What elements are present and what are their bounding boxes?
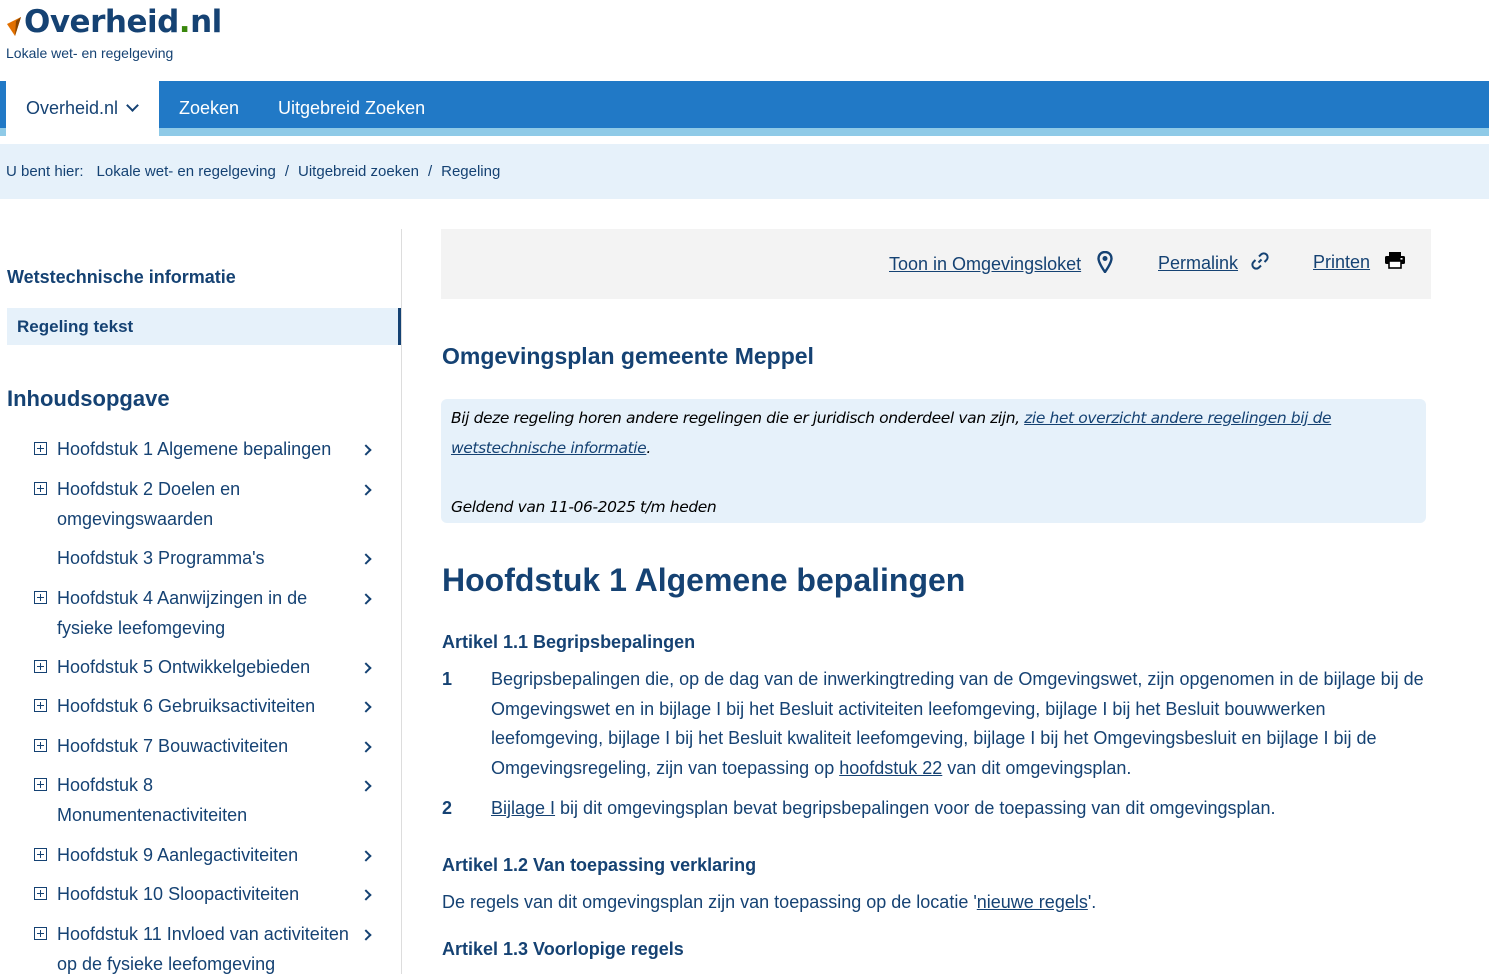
article-1-1-paragraph-1: Begripsbepalingen die, op de dag van de inwerkingtreding van de Omgevingswet, zijn opgenomen in de bijlage bij de Omgevingswet en in bijlage I bij het Besluit activiteiten leefomgeving, bijlage I bij het Besluit bouwwerken leefomgeving, bijlage I bij het Besluit kwaliteit leefomgeving, bijlage I bij het Omgevingsbesluit en bijlage I bij de Omgevingsregeling, zijn van toepassing op hoofdstuk 22 van dit omgevingsplan. <box>491 669 1424 778</box>
toc-item-label[interactable]: Hoofdstuk 10 Sloopactiviteiten <box>57 884 300 904</box>
article-1-2-text: De regels van dit omgevingsplan zijn van toepassing op de locatie 'nieuwe regels'. <box>442 892 1097 912</box>
logo-dot: . <box>178 4 191 40</box>
expand-plus-icon[interactable] <box>34 927 47 940</box>
expand-plus-icon[interactable] <box>34 848 47 861</box>
omgevingsloket-label[interactable]: Toon in Omgevingsloket <box>889 254 1082 274</box>
article-1-3-title: Artikel 1.3 Voorlopige regels <box>442 939 684 959</box>
overheid-logo[interactable] <box>6 4 222 40</box>
notice-text: Bij deze regeling horen andere regelingen die er juridisch onderdeel van zijn, zie het overzicht andere regelingen bij de wetstechnische informatie. <box>451 409 1332 457</box>
toc-item-label[interactable]: Hoofdstuk 9 Aanlegactiviteiten <box>57 845 299 865</box>
validity-text: Geldend van 11-06-2025 t/m heden <box>451 498 717 516</box>
chevron-down-icon <box>126 99 139 112</box>
nav-item-uitgebreid-zoeken[interactable]: Uitgebreid Zoeken <box>278 98 426 118</box>
breadcrumb-separator: / <box>284 163 290 180</box>
chevron-right-icon[interactable] <box>360 593 371 604</box>
chevron-right-icon[interactable] <box>360 850 371 861</box>
main-nav <box>0 81 1489 136</box>
permalink-link[interactable] <box>1158 251 1270 276</box>
article-1-1-title: Artikel 1.1 Begripsbepalingen <box>442 632 696 652</box>
chevron-right-icon[interactable] <box>360 741 371 752</box>
notice-link[interactable]: zie het overzicht andere regelingen bij de wetstechnische informatie <box>451 409 1332 457</box>
nav-item-overheid[interactable] <box>6 81 159 136</box>
paragraph-number: 2 <box>442 798 453 818</box>
expand-plus-icon[interactable] <box>34 482 47 495</box>
printer-icon[interactable] <box>1384 251 1406 274</box>
toc-item[interactable] <box>34 544 384 574</box>
breadcrumb-item-regeling: Regeling <box>441 163 501 180</box>
article-1-2-title: Artikel 1.2 Van toepassing verklaring <box>442 855 757 875</box>
toc-item[interactable] <box>34 584 384 643</box>
expand-plus-icon[interactable] <box>34 739 47 752</box>
breadcrumb-separator: / <box>427 163 433 180</box>
toc-item-label[interactable]: Hoofdstuk 6 Gebruiksactiviteiten <box>57 696 316 716</box>
toc-item-label[interactable]: Hoofdstuk 2 Doelen en omgevingswaarden <box>57 479 241 529</box>
toc-item-label[interactable]: Hoofdstuk 3 Programma's <box>57 548 265 568</box>
chapter-title: Hoofdstuk 1 Algemene bepalingen <box>442 562 966 598</box>
chevron-right-icon[interactable] <box>360 929 371 940</box>
expand-plus-icon[interactable] <box>34 442 47 455</box>
logo-main: Overheid <box>24 4 179 40</box>
chevron-right-icon[interactable] <box>360 553 371 564</box>
site-header <box>0 0 1489 81</box>
breadcrumb-lead: U bent hier: <box>6 163 84 180</box>
expand-plus-icon[interactable] <box>34 660 47 673</box>
permalink-label[interactable]: Permalink <box>1158 253 1239 273</box>
logo-mark-icon <box>6 7 22 37</box>
nav-item-zoeken[interactable]: Zoeken <box>179 98 240 118</box>
chevron-right-icon[interactable] <box>360 662 371 673</box>
toc-item[interactable] <box>34 841 384 871</box>
breadcrumb-item-lokale[interactable]: Lokale wet- en regelgeving <box>96 163 276 180</box>
site-subtitle: Lokale wet- en regelgeving <box>6 45 174 61</box>
paragraph-number: 1 <box>442 669 453 689</box>
print-link[interactable] <box>1313 251 1406 274</box>
nieuwe-regels-link[interactable]: nieuwe regels <box>976 892 1088 912</box>
toc-item-label[interactable]: Hoofdstuk 5 Ontwikkelgebieden <box>57 657 311 677</box>
toc-item[interactable] <box>34 771 384 830</box>
expand-plus-icon[interactable] <box>34 778 47 791</box>
document-title: Omgevingsplan gemeente Meppel <box>442 343 814 369</box>
article-1-1-paragraph-2: Bijlage I bij dit omgevingsplan bevat begripsbepalingen voor de toepassing van dit omgevingsplan. <box>491 798 1276 818</box>
omgevingsloket-link[interactable] <box>889 251 1113 278</box>
chevron-right-icon[interactable] <box>360 484 371 495</box>
toc-item[interactable] <box>34 435 384 465</box>
toc-item-label[interactable]: Hoofdstuk 8 Monumentenactiviteiten <box>57 775 248 825</box>
toc-item-label[interactable]: Hoofdstuk 7 Bouwactiviteiten <box>57 736 289 756</box>
sidebar-info-link[interactable]: Wetstechnische informatie <box>7 267 236 287</box>
toc-item-label[interactable]: Hoofdstuk 11 Invloed van activiteiten op de fysieke leefomgeving <box>57 924 349 974</box>
breadcrumb-item-uitgebreid[interactable]: Uitgebreid zoeken <box>298 163 419 180</box>
chevron-right-icon[interactable] <box>360 444 371 455</box>
sidebar <box>0 229 402 974</box>
logo-tld: nl <box>190 4 222 40</box>
document-toolbar <box>441 229 1431 299</box>
related-regulations-notice <box>441 399 1426 523</box>
chevron-right-icon[interactable] <box>360 780 371 791</box>
hoofdstuk-22-link[interactable]: hoofdstuk 22 <box>839 757 943 778</box>
toc-item-label[interactable]: Hoofdstuk 1 Algemene bepalingen <box>57 439 332 459</box>
toc-item-label[interactable]: Hoofdstuk 4 Aanwijzingen in de fysieke leefomgeving <box>57 588 308 638</box>
expand-plus-icon[interactable] <box>34 591 47 604</box>
bijlage-i-link[interactable]: Bijlage I <box>491 798 556 818</box>
breadcrumb <box>0 144 1489 199</box>
nav-item-overheid-label: Overheid.nl <box>26 98 119 118</box>
toc-item[interactable] <box>34 880 384 910</box>
print-label[interactable]: Printen <box>1313 252 1371 272</box>
toc-item[interactable] <box>34 920 384 974</box>
expand-plus-icon[interactable] <box>34 699 47 712</box>
sidebar-item-regeling-tekst[interactable]: Regeling tekst <box>7 308 401 345</box>
toc-item[interactable] <box>34 475 384 534</box>
chevron-right-icon[interactable] <box>360 701 371 712</box>
link-icon[interactable] <box>1250 251 1270 276</box>
toc-item[interactable] <box>34 692 384 722</box>
toc-item[interactable] <box>34 732 384 762</box>
chevron-right-icon[interactable] <box>360 889 371 900</box>
location-pin-icon[interactable] <box>1097 251 1113 278</box>
toc-heading: Inhoudsopgave <box>7 386 170 411</box>
expand-plus-icon[interactable] <box>34 887 47 900</box>
toc-item[interactable] <box>34 653 384 683</box>
